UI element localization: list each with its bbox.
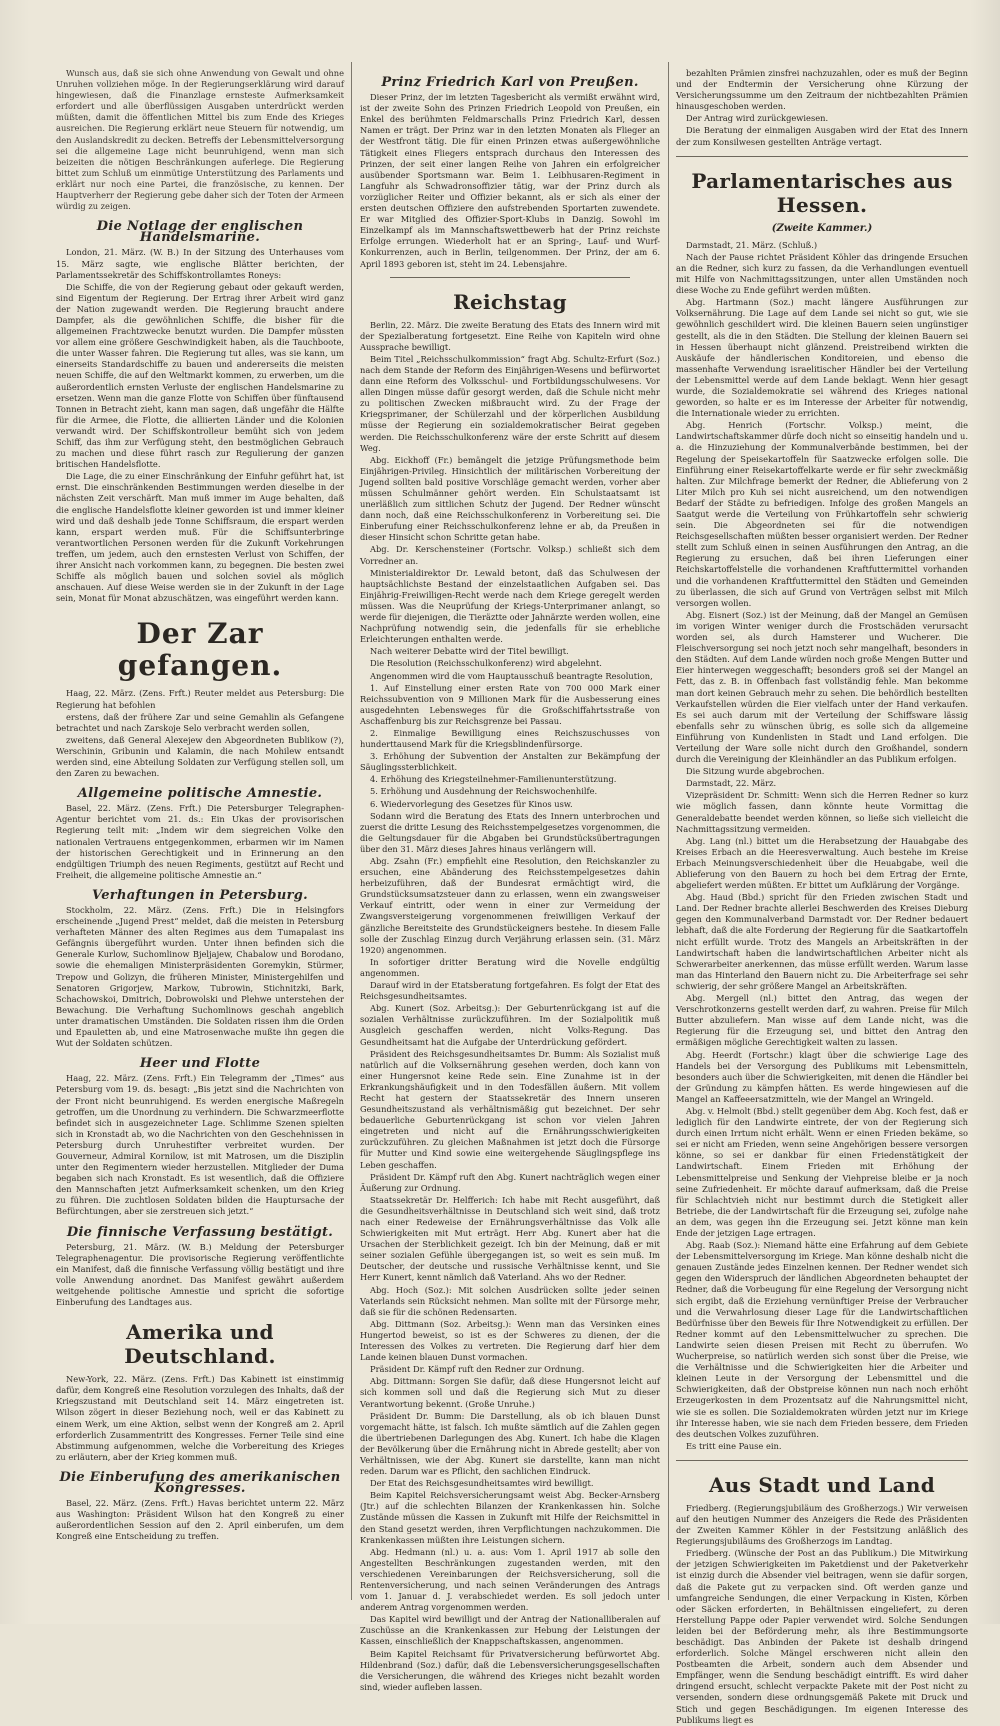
article-paragraph: London, 21. März. (W. B.) In der Sitzung des Unterhauses vom 15. März sagte, wie englische Blätter berichten, der Parlamentssekretär des Schiffskontrollamtes Roneys: — [56, 247, 344, 280]
subheadline-zweite-kammer: (Zweite Kammer.) — [771, 222, 873, 234]
headline-heer-flotte: Heer und Flotte — [139, 1056, 261, 1072]
article-paragraph: 6. Wiedervorlegung des Gesetzes für Kinos usw. — [370, 798, 573, 809]
column-rule — [668, 62, 669, 1600]
article-paragraph: bezahlten Prämien zinsfrei nachzuzahlen, oder es muß der Beginn und der Endtermin der Versicherung ohne Kürzung der Versicherungssumme um den Zeitraum der nichtbezahlten Prämien hinausgeschoben werden. — [676, 68, 968, 112]
article-paragraph: Präsident Dr. Kämpf ruft den Redner zur Ordnung. — [370, 1364, 585, 1375]
article-paragraph: Präsident des Reichsgesundheitsamtes Dr. Bumm: Als Sozialist muß natürlich auf die Volksernährung gesehen werden, doch kann von einer Hungersnot keine Rede sein. Eine Zunahme ist in der Erkrankungshäufigkeit und in den Todesfällen äußern. Mit vollem Recht hat gestern der Staatssekretär des Innern unseren Gesundheitszustand als verhältnismäßig gut bezeichnet. Der sehr bedauerliche Geburtenrückgang ist schon vor vielen Jahren eingetreten und nicht auf die Ernährungsschwierigkeiten zurückzuführen. Zu gleichen Maßnahmen ist jetzt doch die Fürsorge für Mutter und Kind sowie eine weitergehende Säuglingspflege ins Leben geschaffen. — [360, 1048, 660, 1170]
article-paragraph: Sodann wird die Beratung des Etats des Innern unterbrochen und zuerst die dritte Lesung des Reichsstempelgesetzes vorgenommen, die die Geltungsdauer für die Abgaben bei Grundstücksübertragungen über den 31. März dieses Jahres hinaus verlängern will. — [360, 810, 660, 854]
article-paragraph: In sofortiger dritter Beratung wird die Novelle endgültig angenommen. — [360, 956, 660, 978]
column-left — [56, 68, 344, 1594]
article-paragraph: Friedberg. (Regierungsjubiläum des Großherzogs.) Wir verweisen auf den heutigen Nummer des Anzeigers die Rede des Präsidenten der Zweiten Kammer Köhler in der Festsitzung anläßlich des Regierungsjubiläums des Großherzogs im Landtag. — [676, 1502, 968, 1547]
article-paragraph: Die Beratung der einmaligen Ausgaben wird der Etat des Innern der zum Konsilwesen gestellten Anträge vertagt. — [676, 125, 968, 147]
article-paragraph: Die Sitzung wurde abgebrochen. — [686, 766, 825, 777]
headline-aus-stadt-und-land: Aus Stadt und Land — [708, 1472, 936, 1497]
article-paragraph: 4. Erhöhung des Kriegsteilnehmer-Familienunterstützung. — [370, 774, 617, 785]
section-divider — [390, 277, 630, 278]
headline-prinz-friedrich-karl: Prinz Friedrich Karl von Preußen. — [381, 75, 639, 90]
headline-reichstag: Reichstag — [453, 289, 567, 314]
article-paragraph: Die Schiffe, die von der Regierung gebaut oder gekauft werden, sind Eigentum der Regierung. Der Ertrag ihrer Arbeit wird ganz der Nation zugewandt werden. Die Regierung braucht andere Dampfer, als die gewöhnlichen Schiffe, die bisher für die allgemeinen Frachtzwecke benutzt wurden. Die Dampfer müssten vor allem eine größere Geschwindigkeit haben, als die Tauchboote, die unter Wasser fahren. Die Regierung tut alles, was sie kann, um einerseits Standardschiffe zu bauen und andererseits die meisten neuen Schiffe, die auf den Weltmarkt kommen, zu erwerben, um die außerordentlich ernsten Verluste der englischen Handelsmarine zu ersetzen. Wenn man die ganze Flotte von Schiffen über fünftausend Tonnen in Betracht zieht, kann man sagen, daß ungefähr die Hälfte für die Armee, die Flotte, die alliierten Länder und die Kolonien verwandt wird. Der Schiffskontrolleur bemüht sich von jedem Schiff, das ihm zur Verfügung steht, den bestmöglichen Gebrauch zu machen und diese führt rasch zur Regulierung der ganzen britischen Handelsflotte. — [56, 281, 344, 470]
headline-amnestie: Allgemeine politische Amnestie. — [77, 786, 323, 802]
article-paragraph: Darmstadt, 22. März. — [686, 778, 777, 789]
article-paragraph: Abg. Kunert (Soz. Arbeitsg.): Der Geburtenrückgang ist auf die sozialen Verhältnisse zurückzuführen. Im der Sozialpolitik muß Ausgleich geschaffen werden, nicht Volks-Regung. Das Gesundheitsamt hat die Aufgabe der Unterdrückung gefördert. — [360, 1003, 660, 1047]
article-paragraph: Abg. Mergell (nl.) bittet den Antrag, das wegen der Verschrotkonzerns gestellt werden darf, zu wahren. Preise für Milch Butter abzuliefern. Man wisse auf dem Lande nicht, was die Regierung für die Erzeugung sei, und bittet den Antrag den ermäßigen mögliche Gerechtigkeit walten zu lassen. — [676, 993, 968, 1048]
article-paragraph: Präsident Dr. Bumm: Die Darstellung, als ob ich blauen Dunst vorgemacht hätte, ist falsch. Ich mußte sämtlich auf die Zahlen gegen die übertriebenen Darlegungen des Abg. Kunert. Ich habe die Klagen der Bevölkerung über die Ernährung nicht in Abrede gestellt; aber von Verhältnissen, wie der Abg. Kunert sie darstellte, kann man nicht reden. Darum war es Pflicht, den sachlichen Eindruck. — [360, 1410, 660, 1477]
article-paragraph: Der Antrag wird zurückgewiesen. — [686, 113, 829, 124]
article-paragraph: Beim Titel „Reichsschulkommission“ fragt Abg. Schultz-Erfurt (Soz.) nach dem Stande der Reform des Einjährigen-Wesens und befürwortet dann eine Reform des Volksschul- und Fortbildungsschulwesens. Vor allen Dingen müsse dafür gesorgt werden, daß die Schule nicht mehr zu politischen Zwecken mißbraucht wird. Zu der Frage der Kriegsprimaner, der Schülerzahl und der körperlichen Ausbildung müsse der Regierung ein sozialdemokratischer Beirat gegeben werden. Die Reichsschulkonferenz wäre der erste Schritt auf diesem Weg. — [360, 353, 660, 453]
article-paragraph: Abg. Hoch (Soz.): Mit solchen Ausdrücken sollte jeder seinen Vaterlands sein Rücksicht nehmen. Man sollte mit der Fürsorge mehr, daß sie für die schönen Redensarten. — [360, 1284, 660, 1317]
column-right — [676, 68, 968, 1725]
article-paragraph: Abg. Dittmann: Sorgen Sie dafür, daß diese Hungersnot leicht auf sich kommen soll und daß die Regierung sich Mut zu dieser Verantwortung bekennt. (Große Unruhe.) — [360, 1376, 660, 1409]
article-paragraph: Petersburg, 21. März. (W. B.) Meldung der Petersburger Telegraphenagentur. Die provisorische Regierung veröffentlichte ein Manifest, daß die finnische Verfassung völlig bestätigt und ihre volle Anwendung anordnet. Das Manifest gewährt außerdem weitgehende politische Amnestie und spricht die sofortige Einberufung des Landtages aus. — [56, 1241, 344, 1308]
article-paragraph: Abg. v. Helmolt (Bbd.) stellt gegenüber dem Abg. Koch fest, daß er lediglich für den Landwirte eintrete, der von der Regierung sich durch einen Irrtum nicht erhält. Wenn er einen Frieden bekäme, so sei er nicht am Frieden, wenn seine Angehörigen bessere versorgen könne, so sei er dankbar für einen Friedenstätigkeit der Landwirtschaft. Einem Frieden mit Erhöhung der Lebensmittelpreise und Senkung der Viehpreise bleibe er ja noch seine Zufriedenheit. Er möchte darauf aufmerksam, daß die Preise für Schlachtvieh nicht nur bestimmt durch die Stetigkeit aller Betriebe, die der Landwirtschaft für die Erzeugung sei, zufolge nahe an dem, was gegen ihn die Erzeugung sei. Jetzt könne man kein Ende der jetzigen Lage ertragen. — [676, 1105, 968, 1238]
article-paragraph: Abg. Zsahn (Fr.) empfiehlt eine Resolution, den Reichskanzler zu ersuchen, eine Abänderung des Reichsstempelgesetzes dahin herbeizuführen, daß der Bundesrat ermächtigt wird, die Grundstücksumsatzsteuer dann zu erlassen, wenn ein zwangsweiser Verkauf eintritt, oder wenn in einer zur Vermeidung der Zwangsversteigerung vorgenommenen freiwilligen Verkauf der gänzliche Bereitsteite des Grundstückeigners bestehe. In diesem Falle solle der Zuschlag Einzug durch Verjährung erlassen sein. (31. März 1920) angenommen. — [360, 856, 660, 955]
article-paragraph: erstens, daß der frühere Zar und seine Gemahlin als Gefangene betrachtet und nach Zarskoje Selo verbracht werden sollen, — [56, 711, 344, 733]
article-paragraph: Abg. Hartmann (Soz.) macht längere Ausführungen zur Volksernährung. Die Lage auf dem Lande sei nicht so gut, wie sie gewöhnlich geschildert wird. Die kleinen Bauern seien ungünstiger gestellt, als die in den Städten. Die Stellung der kleinen Bauern sei in Hessen überhaupt nicht glänzend. Preistreibend wirkten die Auskäufe der händlerischen Konditoreien, und ebenso die massenhafte Verwendung israelitischer Händler bei der Verteilung der Lebensmittel werde auf dem Lande beklagt. Wenn hier gesagt wurde, die Sozialdemokratie sei während des Krieges national geworden, so halte er es im Interesse der Arbeiter für notwendig, die Internationale wieder zu errichten. — [676, 297, 968, 419]
headline-verhaftungen: Verhaftungen in Petersburg. — [92, 887, 308, 903]
article-paragraph: 3. Erhöhung der Subvention der Anstalten zur Bekämpfung der Säuglingssterblichkeit. — [360, 751, 660, 773]
article-paragraph: 5. Erhöhung und Ausdehnung der Reichswochenhilfe. — [370, 786, 598, 797]
headline-einberufung-kongress: Die Einberufung des amerikanischen Kongresses. — [59, 1469, 341, 1497]
article-paragraph: Nach weiterer Debatte wird der Titel bewilligt. — [370, 646, 569, 657]
article-paragraph: Abg. Henrich (Fortschr. Volksp.) meint, die Landwirtschaftskammer dürfe doch nicht so einseitig handeln und u. a. die Hinzuziehung der Kommunalverbände bestimmen, bei der Regelung der Speisekartoffeln für Saatzwecke erfolgen solle. Die Einführung einer Reisekartoffelkarte werde er für sehr zweckmäßig halten. Zur Milchfrage bemerkt der Redner, die Ablieferung von 2 Liter Milch pro Kuh sei nicht ausreichend, um den notwendigen Bedarf der Städte zu befriedigen. Infolge des großen Mangels an Saatgut werde die Verteilung von Frühkartoffeln sehr schwierig sein. Die Abgeordneten sei für die notwendigen Reichsgesellschaften müßten besser organisiert werden. Der Redner stellt zum Schluß einen in seinen Ausführungen den Antrag, an die Regierung zu ersuchen, daß bei ihren Lieferungen einer Reichskartoffelstelle die vorhandenen Kraftfuttermittel vorhanden und die vorhandenen Kraftfuttermittel den Städten und Gemeinden zu überlassen, die sich auf Grund von Verträgen selbst mit Milch versorgen wollen. — [676, 420, 968, 608]
headline-amerika-deutschland: Amerika und Deutschland. — [124, 1320, 276, 1369]
article-paragraph: Abg. Dr. Kerschensteiner (Fortschr. Volksp.) schließt sich dem Vorredner an. — [360, 544, 660, 566]
article-paragraph: Abg. Lang (nl.) bittet um die Herabsetzung der Hauabgabe des Kreises Erbach an die Heeresverwaltung. Auch bestehe im Kreise Erbach Meinungsverschiedenheit über die Heuabgabe, weil die Ablieferung von den Bauern zu hoch bei dem Ertrag der Ernte, abgeliefert werden müßten. Er bittet um Aufklärung der Vorgänge. — [676, 835, 968, 891]
article-paragraph: Es tritt eine Pause ein. — [686, 1440, 782, 1451]
article-paragraph: Das Kapitel wird bewilligt und der Antrag der Nationalliberalen auf Zuschüsse an die Krankenkassen zur Hebung der Leistungen der Kassen, einschließlich der Knappschaftskassen, angenommen. — [360, 1614, 660, 1647]
article-paragraph: Abg. Hedmann (nl.) u. a. aus: Vom 1. April 1917 ab solle den Angestellten Beschränkungen zugestanden werden, mit den verschiedenen Vereinbarungen der Reichsversicherung, soll die Rentenversicherung, und nach seinen Veränderungen des Antrags vom 1. Januar d. J. verabschiedet werden. Es soll jedoch unter anderem Antrag vorgenommen werden. — [360, 1546, 660, 1613]
article-paragraph: Darauf wird in der Etatsberatung fortgefahren. Es folgt der Etat des Reichsgesundheitsamtes. — [360, 980, 660, 1002]
article-paragraph: Dieser Prinz, der im letzten Tagesbericht als vermißt erwähnt wird, ist der zweite Sohn des Prinzen Friedrich Leopold von Preußen, ein Enkel des berühmten Feldmarschalls Prinz Friedrich Karl, dessen Namen er trägt. Der Prinz war in den letzten Monaten als Flieger an der Westfront tätig. Die für einen Prinzen etwas außergewöhnliche Tätigkeit eines Fliegers entsprach durchaus den Interessen des Prinzen, der seit einer langen Reihe von Jahren ein erfolgreicher ausübender Sportsmann war. Beim 1. Leibhusaren-Regiment in Langfuhr als Schwadronsoffizier tätig, war der Prinz durch als vorzüglicher Reiter und Offizier bekannt, als er sich als einer der ersten deutschen Offiziere den aufstrebenden Sportarten zuwendete. Er war Mitglied des Offizier-Sport-Klubs in Danzig. Sowohl im Einzelkampf als im Mannschaftswettbewerb hat der Prinz reichste Erfolge errungen. Wiederholt hat er an Spring-, Lauf- und Wurf-Konkurrenzen, auch in Berlin, teilgenommen. Der Prinz, der am 6. April 1893 geboren ist, steht im 24. Lebensjahre. — [360, 92, 660, 269]
article-paragraph: Abg. Raab (Soz.): Niemand hätte eine Erfahrung auf dem Gebiete der Lebensmittelversorgung im Kriege. Man könne deshalb nicht die genauen Zustände jedes Einzelnen kennen. Der Redner wendet sich gegen den Widerspruch der ländlichen Abgeordneten behauptet der Redner, daß die Vorbeugung für eine Regelung der Versorgung nicht sich ergibt, daß die Erziehung vernünftiger Preise der Verbraucher und die Verwahrlosung dieser Lage für die Landwirtschaftlichen Bedürfnisse über den Beweis für Ihre Notwendigkeit zu erfüllen. Der Redner kommt auf den Lebensmittelwucher zu sprechen. Die Landwirte seien diesen Preisen mit Recht zu überrufen. Wo Wucherpreise, so natürlich werden sich sonst über die Preise, wie die Verhältnisse und die Schwierigkeiten hier die Arbeiter und kleinen Leute in der Versorgung der Lebensmittel und die Schwierigkeiten, daß der Obstpreise können nun nach noch erhöht Erzeugerkosten in dem Prozentsatz auf die Nahrungsmittel nicht, wie sie es sollen. Die Sozialdemokraten würden jetzt nur im Kriege ihr Interesse haben, wie sie nach dem Frieden bessere, dem Frieden des deutschen Volkes zuzuführen. — [676, 1240, 968, 1439]
article-paragraph: Haag, 22. März. (Zens. Frft.) Reuter meldet aus Petersburg: Die Regierung hat befohlen — [56, 688, 344, 710]
article-paragraph: Staatssekretär Dr. Helfferich: Ich habe mit Recht ausgeführt, daß die Gesundheitsverhältnisse in Deutschland sich weit sind, daß trotz nach einer Redeweise der Ernährungsverhältnisse das Volk alle Schwierigkeiten mit Mut erträgt. Herr Abg. Kunert aber hat die Ursachen der Sterblichkeit gezeigt. Ich bin der Meinung, daß er mit seiner sozialen Gefühle übergegangen ist, so weit es sein muß. Im Deutscher, der deutsche und russische Verhältnisse kennt, und Sie Herr Kunert, kennt nämlich daß Vaterland. Ahs wo der Redner. — [360, 1194, 660, 1283]
article-paragraph: Abg. Heerdt (Fortschr.) klagt über die schwierige Lage des Handels bei der Versorgung des Publikums mit Lebensmitteln, besonders auch über die Schwierigkeiten, mit denen die Händler bei der Gründung zu kämpfen hätten. Es werde hingewiesen auf die Mangel an Kaffeeersatzmitteln, wie der Mangel an Wringeld. — [676, 1049, 968, 1104]
headline-finnische-verfassung: Die finnische Verfassung bestätigt. — [66, 1224, 334, 1240]
article-paragraph: Abg. Dittmann (Soz. Arbeitsg.): Wenn man das Versinken eines Hungertod beweist, so ist es der Schweres zu dienen, der die Interessen des Volkes zu vertreten. Die Regierung darf hier dem Lande keinen blauen Dunst vormachen. — [360, 1318, 660, 1363]
article-paragraph: zweitens, daß General Alexejew den Abgeordneten Bublikow (?), Werschinin, Gribunin und Kalamin, die nach Mohilew entsandt werden sind, eine Abteilung Soldaten zur Verfügung stellen soll, um den Zaren zu bewachen. — [56, 734, 344, 779]
article-paragraph: Angenommen wird die vom Hauptausschuß beantragte Resolution, — [370, 670, 653, 681]
article-paragraph: Stockholm, 22. März. (Zens. Frft.) Die in Helsingfors erscheinende „Jugend Prest“ meldet, daß die meisten in Petersburg verhafteten Männer des alten Regimes aus dem Tumapalast ins Gefängnis übergeführt wurden. Unter ihnen befinden sich die Generale Kurlow, Suchomlinow Bjeljajew, Chabalow und Borodano, sowie die ehemaligen Ministerpräsidenten Goremykin, Stürmer, Trepow und Golizyn, die früheren Minister, Ministergehilfen und Senatoren Grigorjew, Markow, Tubrowin, Stichnitzki, Bark, Schachowskoi, Dmitrich, Dobrowolski und Plehwe unterstehen der Bewachung. Die Verhaftung Suchomlinows geschah angeblich unter dramatischen Umständen. Die Soldaten rissen ihm die Orden und Epauletten ab, und eine Matrosenwache mußte ihn gegen die Wut der Soldaten schützen. — [56, 905, 344, 1049]
article-paragraph: 2. Einmalige Bewilligung eines Reichszuschusses von hunderttausend Mark für die Kriegsblindenfürsorge. — [360, 727, 660, 750]
article-paragraph: Basel, 22. März. (Zens. Frft.) Die Petersburger Telegraphen-Agentur berichtet vom 21. ds.: Ein Ukas der provisorischen Regierung teilt mit: „Indem wir dem siegreichen Volke den nationalen Vertrauens entgegenkommen, erbarmen wir im Namen der historischen Gerechtigkeit und in Erinnerung an den endgültigen Triumph des neuen Regiments, gestützt auf Recht und Freiheit, die allgemeine politische Amnestie an.“ — [56, 803, 344, 880]
article-paragraph: Präsident Dr. Kämpf ruft den Abg. Kunert nachträglich wegen einer Äußerung zur Ordnung. — [360, 1171, 660, 1193]
article-paragraph: Die Resolution (Reichsschulkonferenz) wird abgelehnt. — [370, 658, 602, 669]
headline-parlamentarisches-hessen: Parlamentarisches aus Hessen. — [691, 168, 953, 217]
article-paragraph: Abg. Eisnert (Soz.) ist der Meinung, daß der Mangel an Gemüsen im vorigen Winter weniger durch die Frostschäden verursacht worden sei, als durch Hamsterer und Wucherer. Die Fleischversorgung sei noch jetzt noch sehr mangelhaft, besonders in den Städten. Auf dem Lande würden noch große Mengen Butter und Eier hinterwegen weggeschafft; besonders groß sei der Mangel an Fett, das z. B. in Offenbach fast vollständig fehle. Man bekomme man dort keinen Gebrauch mehr zu sehen. Die behördlich bestellten Verkaufstellen würden die Eier vielfach unter der Hand verkaufen. Es sei auch darum mit der Verteilung der Schiffsware lässig ebenfalls sehr zu wünschen übrig, es solle sich da allgemeine Einführung von Kundenlisten in Stadt und Land erfolgen. Die Verteilung der Ware solle nicht durch den Großhandel, sondern durch die Vereinigung der Kleinhändler an das Publikum erfolgen. — [676, 609, 968, 765]
section-divider — [676, 1460, 968, 1461]
headline-notlage-handelsmarine: Die Notlage der englischen Handelsmarine. — [96, 219, 304, 246]
article-paragraph: Abg. Eickhoff (Fr.) bemängelt die jetzige Prüfungsmethode beim Einjährigen-Privileg. Hinsichtlich der militärischen Vorbereitung der Jugend sollten bald positive Vorschläge gemacht werden, vorher aber müssen Schulmänner gehört werden. Ein Schulstaatsamt ist unerläßlich zum sittlichen Schutz der Jugend. Der Redner wünscht dann noch, daß eine Reichsschulkonferenz in Vorbereitung sei. Die Einberufung einer Reichsschulkonferenz lehne er ab, da Preußen in dieser Hinsicht schon Schritte getan habe. — [360, 454, 660, 543]
article-paragraph: Darmstadt, 21. März. (Schluß.) — [686, 239, 818, 250]
article-paragraph: New-York, 22. März. (Zens. Frft.) Das Kabinett ist einstimmig dafür, dem Kongreß eine Resolution vorzulegen des Inhalts, daß der Kriegszustand mit Deutschland seit 14. März eingetreten ist. Wilson zögert in dieser Beziehung noch, weil er das Kabinett zu einem Werk, um eine Aktion, selbst wenn der Kongreß am 2. April erforderlich Zusammentritt des Kongresses. Ferner Teile sind eine Abstimmung aufgenommen, welche die Vorbereitung des Krieges zu erläutern, aber der Krieg kommen muß. — [56, 1374, 344, 1462]
article-paragraph: Friedberg. (Wünsche der Post an das Publikum.) Die Mitwirkung der jetzigen Schwierigkeiten im Paketdienst und der Paketverkehr ist einzig durch die Absender viel beitragen, wenn sie dafür sorgen, daß die Pakete gut zu verpacken sind. Oft werden ganze und umfangreiche Sendungen, die einer Verpackung in Kisten, Körben oder Säcken erforderten, in Behältnissen eingeliefert, zu deren Herstellung Pappe oder Papier verwendet wird. Solche Sendungen leiden bei der Beförderung mehr, als ihre Bestimmungsorte beschädigt. Das Anbinden der Pakete ist deshalb dringend erforderlich. Solche Mängel erschweren nicht allein den Postbeamten die Arbeit, sondern auch dem Absender und Empfänger, wenn die Sendung beschädigt eintrifft. Es wird daher dringend ersucht, schlecht verpackte Pakete mit der Post nicht zu versenden, sondern diese ordnungsgemäß Pakete mit Druck und Stich und gegen Beschädigungen. Im eigenen Interesse des Publikums liegt es — [676, 1548, 968, 1725]
column-middle — [360, 68, 660, 1692]
article-paragraph: 1. Auf Einstellung einer ersten Rate von 700 000 Mark einer Reichssubvention von 9 Millionen Mark für die Ausbesserung eines ausgedehnten Lebensweges für die Großschiffahrtsstraße von Aschaffenburg bis zur Reichsgrenze bei Passau. — [360, 682, 660, 726]
column-rule — [351, 62, 352, 1600]
article-paragraph: Haag, 22. März. (Zens. Frft.) Ein Telegramm der „Times“ aus Petersburg vom 19. ds. besagt: „Bis jetzt sind die Nachrichten von der Front nicht beunruhigend. Es werden energische Maßregeln getroffen, um die Unordnung zu verhindern. Die Schwarzmeerflotte befindet sich in ausgezeichneter Lage. Schlimme Szenen spielten sich in Kronstadt ab, wo die Nachrichten von den Geschehnissen in Petersburg durch Unruhestifter verbreitet wurden. Der Gouverneur, Admiral Kornilow, ist mit Matrosen, um die Disziplin unter den Regimentern wieder herzustellen. Mitglieder der Duma begaben sich nach Kronstadt. Es ist wesentlich, daß die Offiziere den Mannschaften jetzt Aufmerksamkeit schenken, um den Krieg zu führen. Die zuchtlosen Soldaten bilden die Hauptursache der Befürchtungen, aber sie zerstreuen sich jetzt.“ — [56, 1073, 344, 1217]
article-paragraph: Ministerialdirektor Dr. Lewald betont, daß das Schulwesen der hauptsächlichste Bestand der einzelstaatlichen Aufgaben sei. Das Einjährig-Freiwilligen-Recht werde nach dem Kriege geregelt werden müssen. Was die Neuprüfung der Kriegs-Unterprimaner anlangt, so werde für diejenigen, die Tieräztte oder Jahnärzte werden wollen, eine Nachprüfung notwendig sein, die jedenfalls für sie erhebliche Erleichterungen enthalten werde. — [360, 567, 660, 645]
article-paragraph: Wunsch aus, daß sie sich ohne Anwendung von Gewalt und ohne Unruhen vollziehen möge. In der Regierungserklärung wird darauf hingewiesen, daß die Finanzlage ernsteste Aufmerksamkeit erfordert und alle überflüssigen Ausgaben unterdrückt werden müßten, damit die öffentlichen Mittel bis zum Ende des Krieges ausreichen. Die Regierung erklärt neue Steuern für notwendig, um den Auslandskredit zu decken. Betreffs der Lebensmittelversorgung sei die allgemeine Lage nicht beunruhigend, wenn man sich beizeiten die nötigen Beschränkungen auferlege. Die Regierung bittet zum Schluß um einmütige Unterstützung des Parlaments und erklärt nur noch eine Partei, die französische, zu kennen. Der Hauptverherr der Regierung gebe daher sich der Toten der Armeen würdig zu zeigen. — [56, 68, 344, 212]
article-paragraph: Nach der Pause richtet Präsident Köhler das dringende Ersuchen an die Redner, sich kurz zu fassen, da die Verhandlungen eventuell mit Hilfe von Nachmittagssitzungen, unter allen Umständen noch diese Woche zu Ende geführt werden müßten. — [676, 251, 968, 296]
article-paragraph: Abg. Haud (Bbd.) spricht für den Frieden zwischen Stadt und Land. Der Redner brachte allerlei Beschwerden des Kreises Dieburg gegen den Kommunalverband Darmstadt vor. Der Redner bedauert lebhaft, daß die alte Forderung der Regierung für die Saatkartoffeln nicht erfüllt wurde. Trotz des Mangels an Arbeitskräften in der Landwirtschaft haben die landwirtschaftlichen Arbeiter nicht als Schwerarbeiter anerkennen, das müsse erfüllt werden. Warum lasse man das Hinterland den Bauern nicht zu. Die Arbeiterfrage sei sehr schwierig, der sehr größere Mangel an Arbeitskräften. — [676, 892, 968, 991]
article-paragraph: Beim Kapitel Reichsamt für Privatversicherung befürwortet Abg. Hildenbrand (Soz.) dafür, daß die Lebensversicherungsgesellschaften die Versicherungen, die während des Krieges nicht bezahlt worden sind, wieder aufleben lassen. — [360, 1648, 660, 1692]
headline-zar-gefangen: Der Zar gefangen. — [117, 617, 283, 683]
article-paragraph: Beim Kapitel Reichsversicherungsamt weist Abg. Becker-Arnsberg (Jtr.) auf die schlechten Bilanzen der Krankenkassen hin. Solche Zustände müssen die Kassen in Zukunft mit Hilfe der Reichsmittel in den Stand gesetzt werden, ihren Verpflichtungen nachzukommen. Die Krankenkassen müßten ihre Leistungen sichern. — [360, 1490, 660, 1545]
article-paragraph: Basel, 22. März. (Zens. Frft.) Havas berichtet unterm 22. März aus Washington: Präsident Wilson hat den Kongreß zu einer außerordentlichen Session auf den 2. April einberufen, um dem Kongreß eine Entscheidung zu treffen. — [56, 1498, 344, 1542]
article-paragraph: Vizepräsident Dr. Schmitt: Wenn sich die Herren Redner so kurz wie möglich fassen, dann könnte heute Vormittag die Generaldebatte beendet werden können, so ließe sich vielleicht die Nachmittagssitzung vermeiden. — [676, 790, 968, 834]
section-divider — [676, 156, 968, 157]
article-paragraph: Die Lage, die zu einer Einschränkung der Einfuhr geführt hat, ist ernst. Die einschränkenden Bestimmungen werden dieselbe in der nächsten Zeit verschärft. Man muß immer im Auge behalten, daß die englische Handelsflotte kleiner geworden ist und immer kleiner wird und daß deshalb jede Tonne Schiffsraum, die erspart werden kann, erspart werden muß. Für die Schiffsunterbringe verantwortlichen Personen werden für die Zukunft Vorkehrungen treffen, um jedem, auch den ernstesten Verlust von Schiffen, der ihrer Ansicht nach vorkommen kann, zu begegnen. Die besten zwei Schiffe als möglich bauen und solchen soviel als möglich anschauen. Auf diese Weise werden sie in der Zukunft in der Lage sein, Monat für Monat abzuschätzen, was eingeführt werden kann. — [56, 471, 344, 604]
article-paragraph: Der Etat des Reichsgesundheitsamtes wird bewilligt. — [370, 1478, 594, 1489]
article-paragraph: Berlin, 22. März. Die zweite Beratung des Etats des Innern wird mit der Spezialberatung fortgesetzt. Eine Reihe von Kapiteln wird ohne Aussprache bewilligt. — [360, 319, 660, 352]
